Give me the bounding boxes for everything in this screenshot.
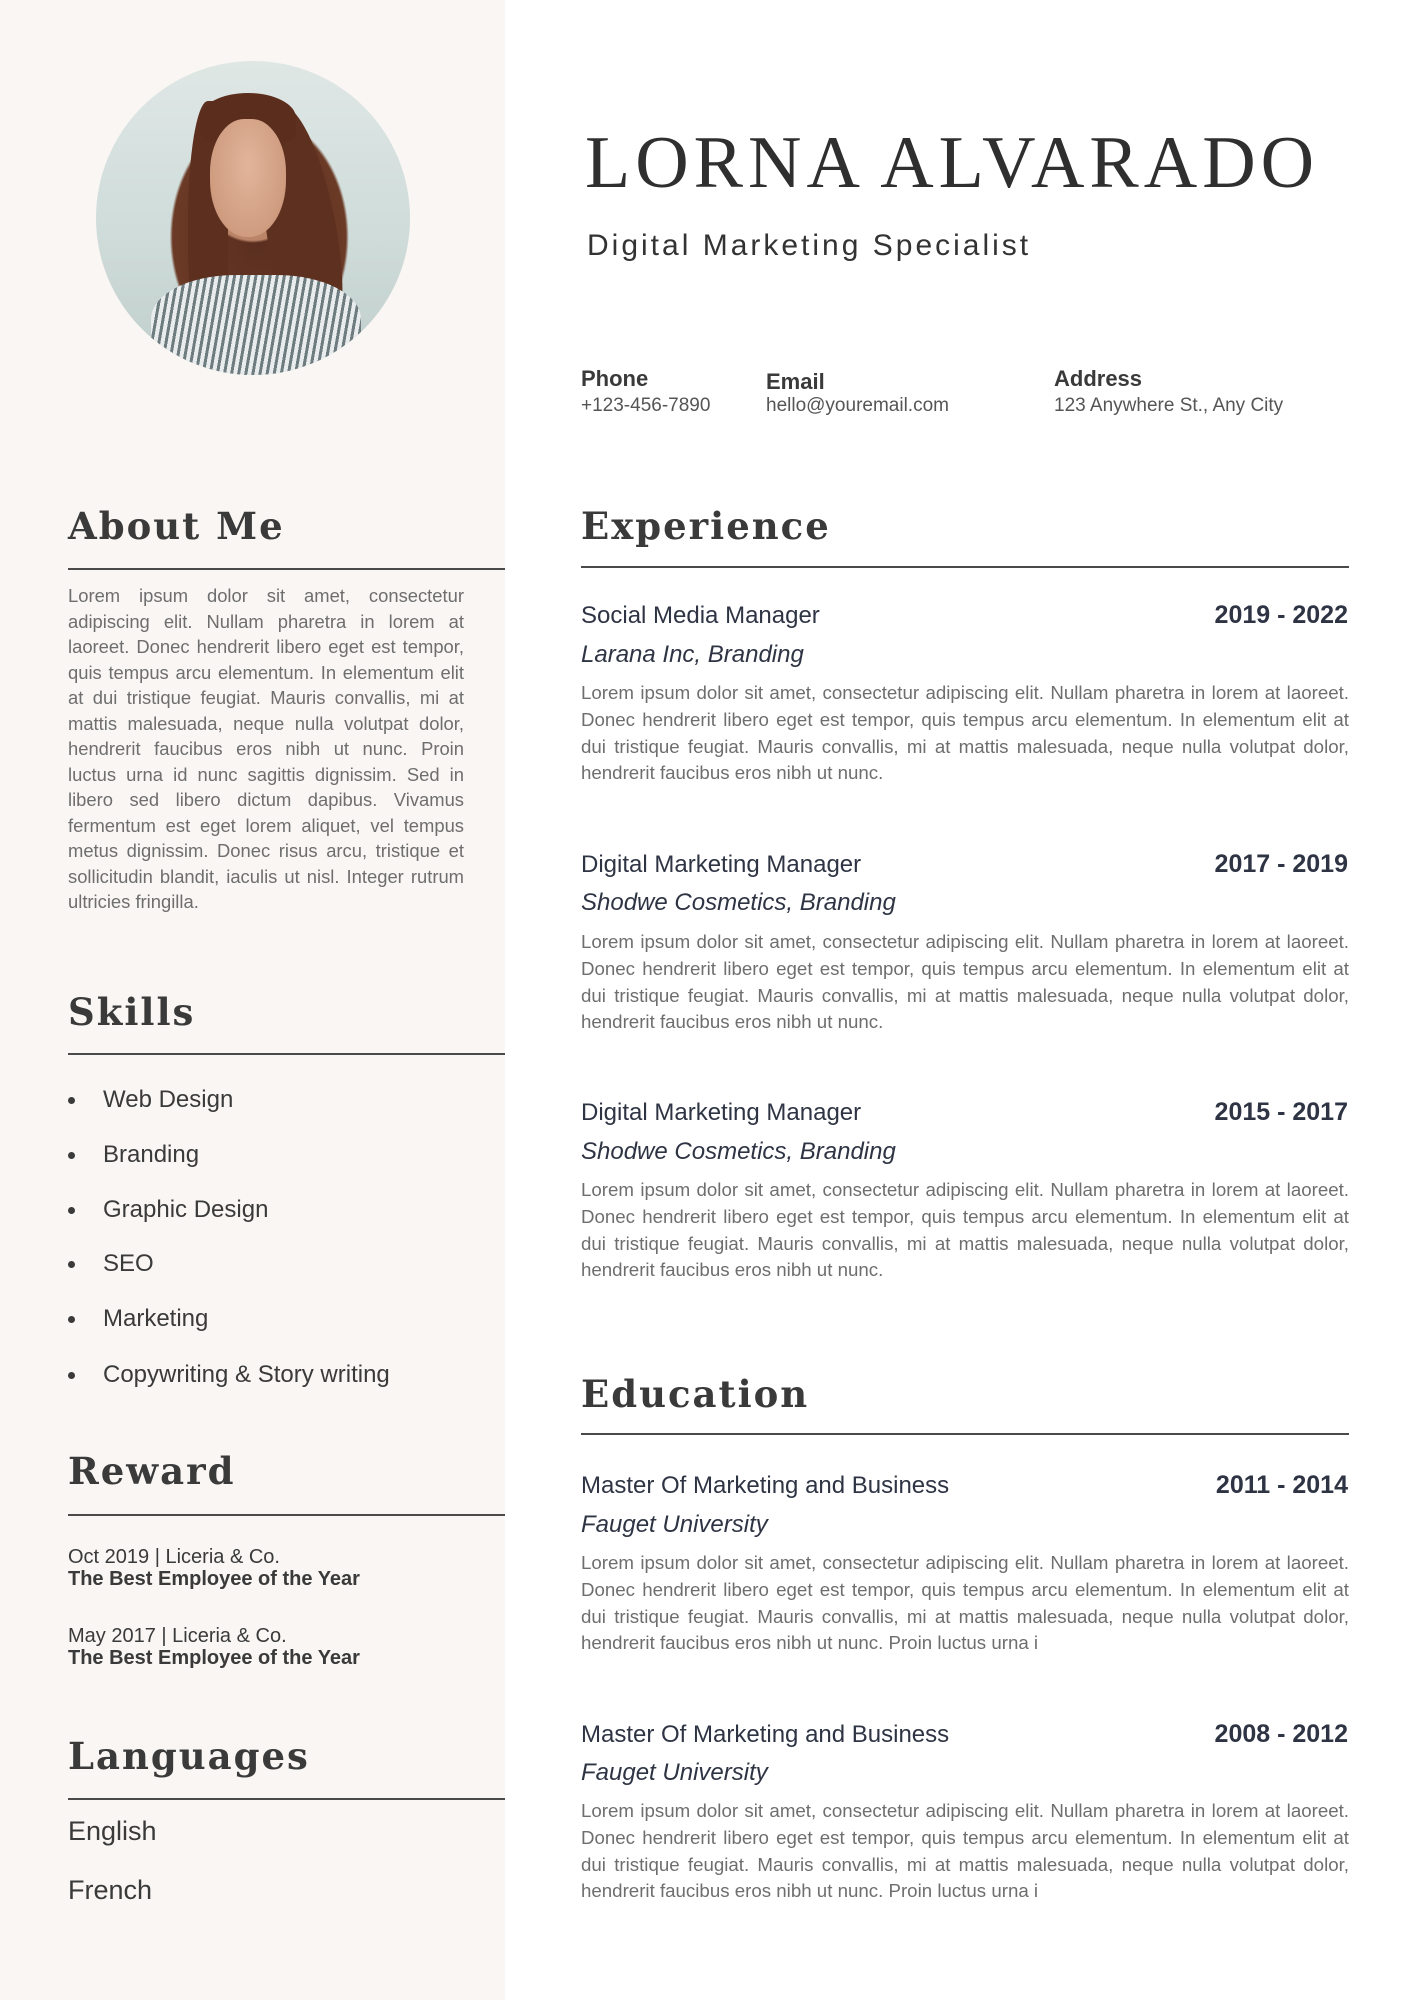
bullet-icon	[68, 1152, 75, 1159]
experience-title: Experience	[581, 504, 831, 548]
experience-role: Social Media Manager	[581, 602, 820, 629]
skills-divider	[68, 1053, 505, 1055]
bullet-icon	[68, 1207, 75, 1214]
bullet-icon	[68, 1372, 75, 1379]
reward-meta: Oct 2019 | Liceria & Co.	[68, 1546, 280, 1568]
education-degree: Master Of Marketing and Business	[581, 1721, 950, 1748]
experience-role: Digital Marketing Manager	[581, 851, 862, 878]
education-description: Lorem ipsum dolor sit amet, consectetur adipiscing elit. Nullam pharetra in lorem at laoreet. Donec hendrerit libero eget est tempor, quis tempus arcu elementum. In elementum elit at dui tristique feugiat. Mauris convallis, mi at mattis malesuada, neque nulla volutpat dolor, hendrerit faucibus eros nibh ut nunc. Proin luctus urna i	[581, 1552, 1349, 1654]
experience-description: Lorem ipsum dolor sit amet, consectetur adipiscing elit. Nullam pharetra in lorem at laoreet. Donec hendrerit libero eget est tempor, quis tempus arcu elementum. In elementum elit at dui tristique feugiat. Mauris convallis, mi at mattis malesuada, neque nulla volutpat dolor, hendrerit faucibus eros nibh ut nunc.	[581, 682, 1349, 784]
about-divider	[68, 568, 505, 570]
experience-org: Shodwe Cosmetics, Branding	[581, 1138, 896, 1165]
email-label: Email	[766, 369, 825, 394]
reward-meta: May 2017 | Liceria & Co.	[68, 1625, 287, 1647]
bullet-icon	[68, 1097, 75, 1104]
phone-value: +123-456-7890	[581, 395, 711, 416]
education-school: Fauget University	[581, 1511, 768, 1538]
photo-face	[210, 119, 286, 237]
photo-shirt	[151, 275, 361, 375]
skills-title: Skills	[68, 990, 196, 1034]
email-value[interactable]: hello@youremail.com	[766, 395, 949, 416]
languages-divider	[68, 1798, 505, 1800]
phone-label: Phone	[581, 366, 649, 391]
experience-dates: 2015 - 2017	[1214, 1098, 1348, 1126]
reward-divider	[68, 1514, 505, 1516]
candidate-name: LORNA ALVARADO	[585, 122, 1320, 204]
about-text: Lorem ipsum dolor sit amet, consectetur adipiscing elit. Nullam pharetra in lorem at laoreet. Donec hendrerit libero eget est tempor, quis tempus arcu elementum. In elementum elit at dui tristique feugiat. Mauris convallis, mi at mattis malesuada, neque nulla volutpat dolor, hendrerit faucibus eros nibh ut nunc. Proin luctus urna id nunc sagittis dignissim. Sed in libero sed libero dictum dapibus. Vivamus fermentum est eget lorem aliquet, vel tempus metus dignissim. Donec risus arcu, tristique et sollicitudin blandit, iaculis ut nisl. Integer rutrum ultricies fringilla.	[68, 585, 464, 912]
language-item: English	[68, 1816, 157, 1846]
education-divider	[581, 1433, 1349, 1435]
experience-dates: 2017 - 2019	[1214, 850, 1348, 878]
experience-description: Lorem ipsum dolor sit amet, consectetur adipiscing elit. Nullam pharetra in lorem at laoreet. Donec hendrerit libero eget est tempor, quis tempus arcu elementum. In elementum elit at dui tristique feugiat. Mauris convallis, mi at mattis malesuada, neque nulla volutpat dolor, hendrerit faucibus eros nibh ut nunc.	[581, 931, 1349, 1033]
bullet-icon	[68, 1316, 75, 1323]
languages-title: Languages	[68, 1734, 310, 1778]
experience-description: Lorem ipsum dolor sit amet, consectetur adipiscing elit. Nullam pharetra in lorem at laoreet. Donec hendrerit libero eget est tempor, quis tempus arcu elementum. In elementum elit at dui tristique feugiat. Mauris convallis, mi at mattis malesuada, neque nulla volutpat dolor, hendrerit faucibus eros nibh ut nunc.	[581, 1179, 1349, 1281]
education-school: Fauget University	[581, 1759, 768, 1786]
education-degree: Master Of Marketing and Business	[581, 1472, 950, 1499]
bullet-icon	[68, 1261, 75, 1268]
about-title: About Me	[68, 504, 285, 548]
language-item: French	[68, 1875, 153, 1905]
education-dates: 2011 - 2014	[1215, 1471, 1348, 1499]
education-dates: 2008 - 2012	[1214, 1720, 1348, 1748]
experience-divider	[581, 566, 1349, 568]
reward-title: Reward	[68, 1449, 236, 1493]
experience-role: Digital Marketing Manager	[581, 1099, 862, 1126]
job-title: Digital Marketing Specialist	[587, 229, 1032, 262]
address-label: Address	[1054, 366, 1143, 391]
address-value: 123 Anywhere St., Any City	[1054, 395, 1284, 416]
experience-org: Larana Inc, Branding	[581, 641, 804, 668]
experience-org: Shodwe Cosmetics, Branding	[581, 889, 896, 916]
experience-dates: 2019 - 2022	[1214, 601, 1348, 629]
reward-name: The Best Employee of the Year	[68, 1647, 360, 1669]
profile-photo	[96, 61, 410, 375]
reward-name: The Best Employee of the Year	[68, 1568, 360, 1590]
education-description: Lorem ipsum dolor sit amet, consectetur adipiscing elit. Nullam pharetra in lorem at laoreet. Donec hendrerit libero eget est tempor, quis tempus arcu elementum. In elementum elit at dui tristique feugiat. Mauris convallis, mi at mattis malesuada, neque nulla volutpat dolor, hendrerit faucibus eros nibh ut nunc. Proin luctus urna i	[581, 1800, 1349, 1902]
education-title: Education	[581, 1372, 810, 1416]
